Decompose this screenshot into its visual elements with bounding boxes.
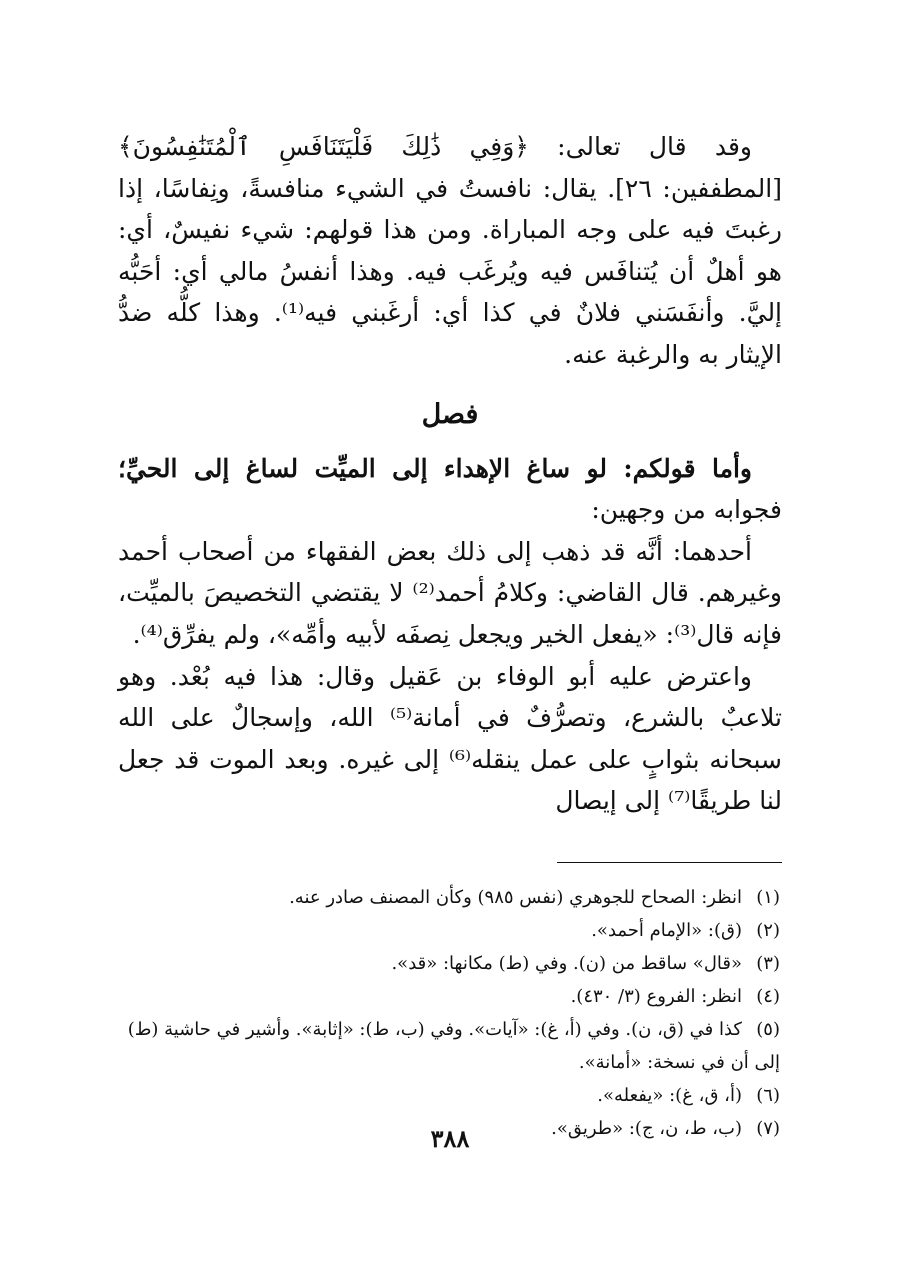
footnote-2 bbox=[118, 914, 782, 947]
footnote-number: (٣) bbox=[756, 952, 780, 974]
footnote-number: (١) bbox=[756, 886, 780, 908]
footnote-text: (ب، ط، ن، ج): «طريق». bbox=[551, 1117, 742, 1139]
body-paragraph-3: أحدهما: أنَّه قد ذهب إلى ذلك بعض الفقهاء من أصحاب أحمد وغيرهم. قال القاضي: وكلامُ أحمد⁽²⁾ لا يقتضي التخصيصَ بالميِّت، فإنه قال⁽³⁾: «يفعل الخير ويجعل نِصفَه لأبيه وأمِّه»، ولم يفرِّق⁽⁴⁾. bbox=[118, 536, 782, 649]
footnote-number: (٧) bbox=[756, 1117, 780, 1139]
footnote-1 bbox=[118, 881, 782, 914]
answer-intro: فجوابه من وجهين: bbox=[591, 495, 782, 525]
footnote-text: كذا في (ق، ن). وفي (أ، غ): «آيات». وفي (ب، ط): «إثابة». وأشير في حاشية (ط) bbox=[127, 1018, 742, 1040]
footnote-number: (٥) bbox=[756, 1018, 780, 1040]
footnote-3 bbox=[118, 947, 782, 980]
footnote-text: «قال» ساقط من (ن). وفي (ط) مكانها: «قد». bbox=[391, 952, 742, 974]
footnote-text: (أ، ق، غ): «يفعله». bbox=[597, 1084, 742, 1106]
body-paragraph-1: وقد قال تعالى: ﴿وَفِي ذَٰلِكَ فَلْيَتَنَافَسِ ٱلْمُتَنَٰفِسُونَ﴾ [المطففين: ٢٦]. يقال: نافستُ في الشيء منافسةً، ونِفاسًا، إذا رغبتَ فيه على وجه المباراة. ومن هذا قولهم: شيء نفيسٌ، أي: هو أهلٌ أن يُتنافَس فيه ويُرغَب فيه. وهذا أنفسُ مالي أي: أحَبُّه إليَّ. وأنفَسَني فلانٌ في كذا أي: أرغَبني فيه⁽¹⁾. وهذا كلُّه ضدُّ الإيثار به والرغبة عنه. bbox=[118, 132, 783, 369]
footnote-number: (٢) bbox=[756, 919, 780, 941]
footnote-5 bbox=[118, 1013, 782, 1046]
footnote-number: (٦) bbox=[756, 1084, 780, 1106]
page-number: ٣٨٨ bbox=[430, 1124, 470, 1153]
footnote-text: انظر: الفروع (٣/ ٤٣٠). bbox=[570, 985, 742, 1007]
section-heading: فصل bbox=[421, 398, 479, 430]
footnote-text: انظر: الصحاح للجوهري (نفس ٩٨٥) وكأن المصنف صادر عنه. bbox=[289, 886, 742, 908]
footnote-text: (ق): «الإمام أحمد». bbox=[591, 919, 742, 941]
footnote-separator bbox=[557, 862, 782, 863]
footnotes bbox=[118, 881, 782, 1145]
body-paragraph-2 bbox=[118, 448, 782, 531]
footnote-5-continuation: إلى أن في نسخة: «أمانة». bbox=[578, 1051, 780, 1073]
footnote-4 bbox=[118, 980, 782, 1013]
body-paragraph-4: واعترض عليه أبو الوفاء بن عَقيل وقال: هذا فيه بُعْد. وهو تلاعبٌ بالشرع، وتصرُّفٌ في أمانة⁽⁵⁾ الله، وإسجالٌ على الله سبحانه بثوابٍ على عمل ينقله⁽⁶⁾ إلى غيره. وبعد الموت قد جعل لنا طريقًا⁽⁷⁾ إلى إيصال bbox=[118, 661, 782, 816]
footnote-number: (٤) bbox=[756, 985, 780, 1007]
footnote-6 bbox=[118, 1079, 782, 1112]
quoted-objection: وأما قولكم: لو ساغ الإهداء إلى الميِّت لساغ إلى الحيِّ؛ bbox=[118, 453, 752, 483]
